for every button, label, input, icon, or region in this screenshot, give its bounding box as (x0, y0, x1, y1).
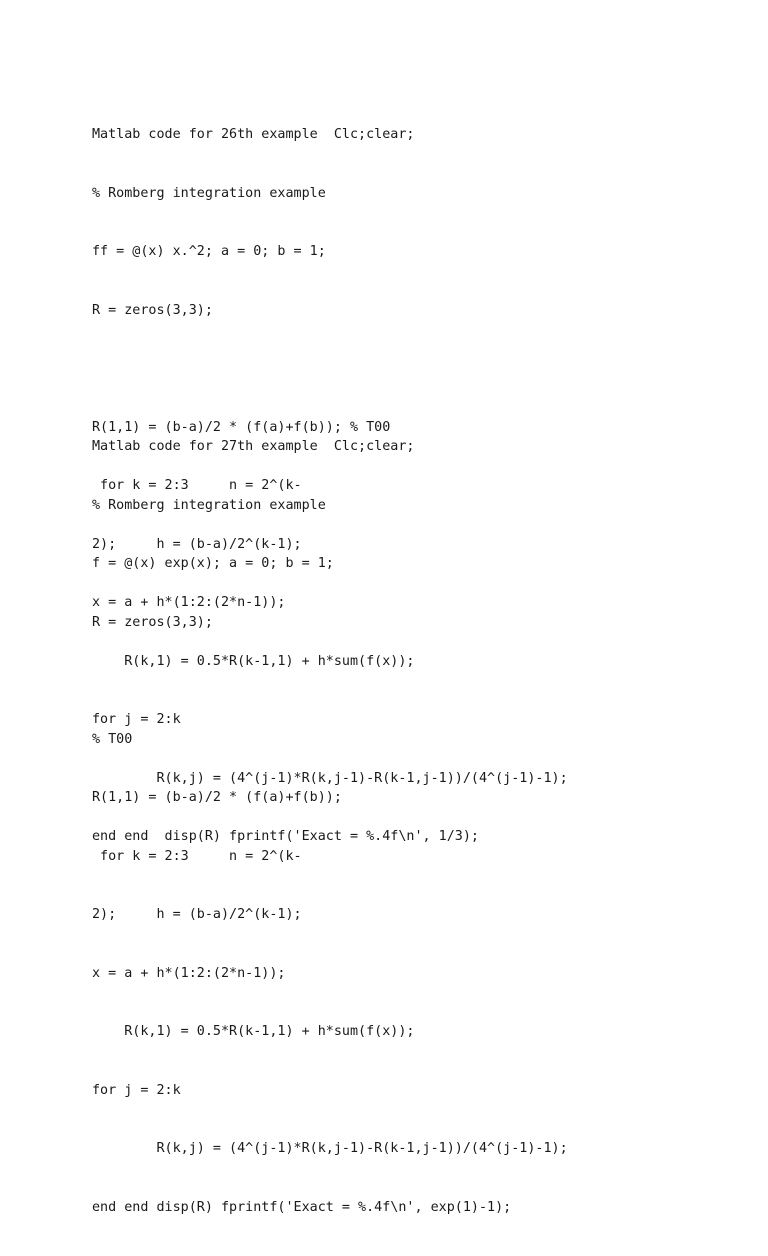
code-line: f = @(x) exp(x); a = 0; b = 1; (92, 556, 334, 571)
code-line (92, 359, 568, 379)
code-line: Matlab code for 27th example Clc;clear; (92, 439, 415, 454)
code-block-example-27 (92, 398, 568, 1256)
code-line: R = zeros(3,3); (92, 614, 213, 630)
code-line: R(k,j) = (4^(j-1)*R(k,j-1)-R(k-1,j-1))/(4^(j-1)-1); (92, 770, 568, 786)
code-line: for k = 2:3 n = 2^(k- (92, 478, 302, 493)
code-line: % Romberg integration example (92, 185, 326, 201)
code-line: % T00 (92, 731, 133, 747)
code-line: % Romberg integration example (92, 497, 326, 513)
code-line: for k = 2:3 n = 2^(k- (92, 848, 302, 864)
code-line: x = a + h*(1:2:(2*n-1)); (92, 595, 286, 610)
code-line: ff = @(x) x.^2; a = 0; b = 1; (92, 244, 326, 259)
code-line (92, 671, 568, 691)
code-line: for j = 2:k (92, 712, 181, 727)
code-line: R(1,1) = (b-a)/2 * (f(a)+f(b)); (92, 790, 342, 805)
code-line: R(k,1) = 0.5*R(k-1,1) + h*sum(f(x)); (92, 653, 415, 669)
code-line: R(1,1) = (b-a)/2 * (f(a)+f(b)); % T00 (92, 419, 391, 435)
code-line: R(k,j) = (4^(j-1)*R(k,j-1)-R(k-1,j-1))/(4^(j-1)-1); (92, 1141, 568, 1156)
code-line: end end disp(R) fprintf('Exact = %.4f\n', exp(1)-1); (92, 1199, 512, 1215)
code-line: for j = 2:k (92, 1082, 181, 1098)
code-line: end end disp(R) fprintf('Exact = %.4f\n', 1/3); (92, 829, 479, 844)
code-line: 2); h = (b-a)/2^(k-1); (92, 536, 302, 552)
code-line: R(k,1) = 0.5*R(k-1,1) + h*sum(f(x)); (92, 1024, 415, 1039)
code-line: Matlab code for 26th example Clc;clear; (92, 127, 415, 142)
code-line: R = zeros(3,3); (92, 302, 213, 318)
code-line: x = a + h*(1:2:(2*n-1)); (92, 965, 286, 981)
code-line: 2); h = (b-a)/2^(k-1); (92, 907, 302, 922)
